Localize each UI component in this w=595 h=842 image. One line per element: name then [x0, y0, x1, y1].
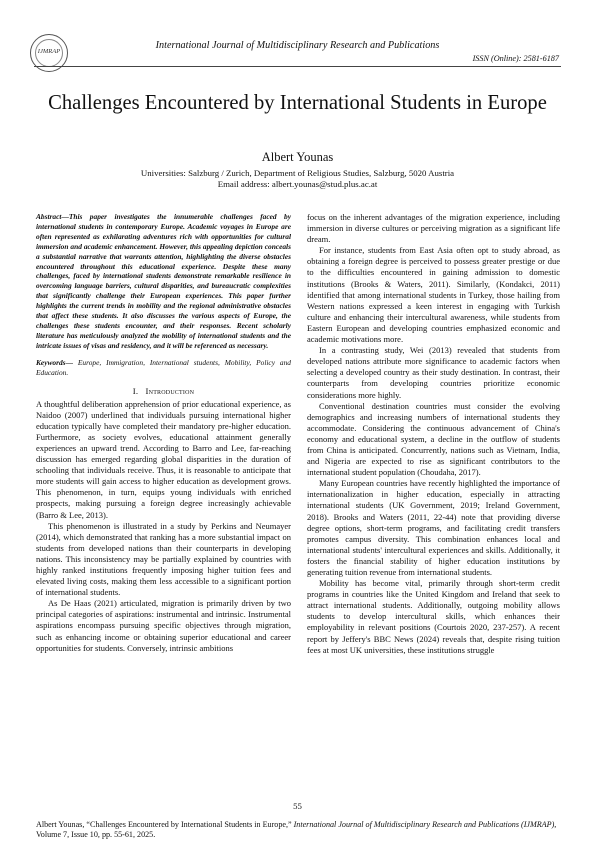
journal-logo-text: IJMRAP	[37, 48, 61, 55]
page-number: 55	[293, 801, 302, 811]
author-email: Email address: albert.younas@stud.plus.ac.at	[217, 179, 378, 189]
issn: ISSN (Online): 2581-6187	[472, 54, 559, 63]
paragraph: For instance, students from East Asia often opt to study abroad, as obtaining a foreign degree is perceived to possess greater prestige or due to the difficulties encountered in gaining admission to domestic institutions (Brooks & Waters, 2011). Similarly, (Kondakci, 2011) identified that among international students in Turkey, those hailing from Western nations expressed a keen interest in engaging with Turkish culture and enhancing their intercultural awareness, while students from Eastern European and developing countries emphasized economic and academic motivations more.	[307, 245, 560, 345]
right-column	[307, 212, 560, 656]
abstract	[36, 212, 291, 351]
paragraph: In a contrasting study, Wei (2013) revealed that students from developed nations attribute more significance to academic factors when selecting a developed country as their study destination. In contrast, their counterparts from developing countries prioritize economic considerations more highly.	[307, 345, 560, 400]
paragraph: This phenomenon is illustrated in a study by Perkins and Neumayer (2014), which demonstrated that ranking has a more substantial impact on students from developed nations than their counterparts in developing nations. This inconsistency may be partially explained by countries with highly ranked institutions frequently imposing higher tuition fees and elevated living costs, making them less accessible to a significant portion of international students.	[36, 520, 291, 598]
section-heading	[36, 386, 291, 397]
citation-tail: , Volume 7, Issue 10, pp. 55-61, 2025.	[36, 820, 557, 839]
paragraph: As De Haas (2021) articulated, migration is primarily driven by two principal categories of aspirations: instrumental and intrinsic. Instrumental aspirations encompass pursuing specific objectives through migration, such as enhancing income or obtaining superior educational and career opportunities for students. Conversely, intrinsic ambitions	[36, 598, 291, 653]
header-rule	[34, 66, 561, 67]
paragraph: focus on the inherent advantages of the migration experience, including immersion in diverse cultures or perceiving migration as a significant life dream.	[307, 212, 560, 245]
left-column	[36, 212, 291, 654]
journal-name: International Journal of Multidisciplinary Research and Publications	[155, 40, 440, 51]
citation-journal: International Journal of Multidisciplinary Research and Publications (IJMRAP)	[293, 820, 555, 829]
paragraph: Conventional destination countries must consider the evolving demographics and increasing numbers of international students they accommodate. Considering the continuous advancement of China's economy and educational system, a decline in the outflow of students from China is anticipated. Concurrently, nations such as Vietnam, India, and Nigeria are expected to rise as significant contributors to the international student population (Choudaha, 2017).	[307, 400, 560, 478]
author-name: Albert Younas	[261, 150, 334, 164]
abstract-text: This paper investigates the innumerable challenges faced by international students in contemporary Europe. Academic voyages in Europe are often represented as exhilarating adventures rich with opportunities for cultural immersion and academic enhancement. However, this appealing depiction conceals a substantial narrative that warrants attention, highlighting the diverse obstacles encountered throughout this educational experience. Despite these many challenges, faced by international students demonstrate remarkable resilience in overcoming language barriers, cultural disparities, and bureaucratic complexities that significantly challenge their European experiences. This paper further highlights the current trends in mobility and the regional administrative obstacles that affect these students. It also discusses the various aspects of Europe, the challenges these students encounter, and their responses. Recent scholarly literature has meticulously analyzed the mobility of international students and the intricate issues of visas and residency, and it will be referenced as necessary.	[36, 212, 291, 350]
paper-title: Challenges Encountered by International Students in Europe	[48, 92, 547, 114]
paragraph: Mobility has become vital, primarily through short-term credit programs in countries like the United Kingdom and Ireland that seek to attract international students. Additionally, outgoing mobility allows students to develop intercultural skills, which enhances their employability in relevant positions (Courtois 2020, 237-257). A recent report by Jeffery's BBC News (2024) reveals that, despite rising tuition fees at most UK universities, these institutions struggle	[307, 578, 560, 655]
keywords	[36, 358, 291, 378]
paragraph: A thoughtful deliberation apprehension of prior educational experience, as Naidoo (2007) underlined that individuals pursuing international higher education typically have completed their mandatory pre-higher education. Furthermore, as society evolves, educational attainment generally experiences an upward trend. According to Barro and Lee, far-reaching discussion has emerged regarding global disparities in the duration of schooling that individuals receive. Thus, it is reasonable to anticipate that more students will gain access to higher education as development grows. This phenomenon, in turn, equips young individuals with enriched prospects, making pursuing a foreign degree increasingly achievable (Barro & Lee, 2013).	[36, 398, 291, 520]
paragraph: Many European countries have recently highlighted the importance of internationalization in higher education, especially in attracting international students (UK Government, 2019; Ireland Government, 2018). Brooks and Waters (2011, 22-44) note that providing diverse degree options, short-term programs, and facilitating credit transfers promotes campus diversity. This combination enhances local and international students' intercultural experiences and skills. Additionally, it fosters the financial stability of higher education institutions by generating tuition revenue from international students.	[307, 478, 560, 577]
keywords-text: Europe, Immigration, International students, Mobility, Policy and Education.	[36, 357, 291, 377]
section-title: Introduction	[145, 385, 195, 396]
keywords-label: Keywords—	[36, 357, 73, 367]
citation-footer	[36, 820, 563, 840]
author-affiliation: Universities: Salzburg / Zurich, Department of Religious Studies, Salzburg, 5020 Austria	[140, 168, 455, 178]
section-number: I.	[132, 385, 139, 396]
abstract-label: Abstract—	[36, 212, 69, 221]
citation-main: Albert Younas, “Challenges Encountered by International Students in Europe,”	[36, 820, 294, 829]
